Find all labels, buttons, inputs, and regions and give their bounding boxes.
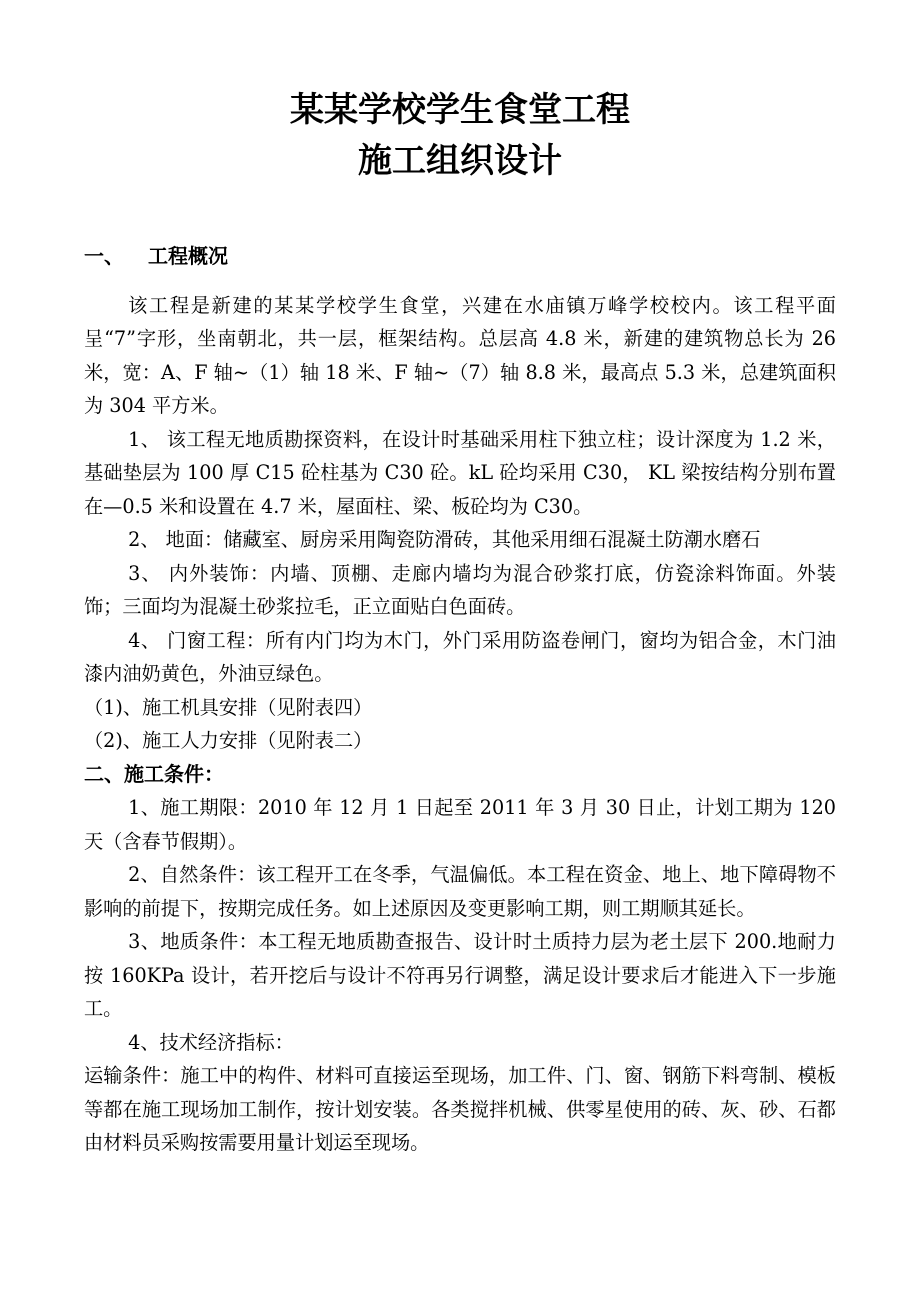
document-title-line1: 某某学校学生食堂工程 [290, 90, 630, 130]
section1-paragraph-foundation: 1、 该工程无地质勘探资料，在设计时基础采用柱下独立柱；设计深度为 1.2 米，基础垫层为 100 厚 C15 砼柱基为 C30 砼。kL 砼均采用 C30， KL 梁按结构分别布置在—0.5 米和设置在 4.7 米，屋面柱、梁、板砼均为 C30。 [84, 427, 836, 518]
section1-heading [84, 240, 836, 274]
section2-paragraph-schedule: 1、施工期限：2010 年 12 月 1 日起至 2011 年 3 月 30 日止，计划工期为 120 天（含春节假期）。 [84, 796, 836, 853]
section1-paragraph-doors-windows: 4、 门窗工程：所有内门均为木门，外门采用防盗卷闸门，窗均为铝合金，木门油漆内油奶黄色，外油豆绿色。 [84, 628, 836, 685]
section1-number: 一、 [84, 244, 124, 268]
section1-sub-item-labor: （2)、施工人力安排（见附表二） [84, 729, 373, 752]
section1-heading-text: 工程概况 [148, 244, 228, 268]
section1-paragraph-overview: 该工程是新建的某某学校学生食堂，兴建在水庙镇万峰学校校内。该工程平面呈“7”字形，坐南朝北，共一层，框架结构。总层高 4.8 米，新建的建筑物总长为 26 米，宽：A、F 轴~（1）轴 18 米、F 轴~（7）轴 8.8 米，最高点 5.3 米，总建筑面积为 304 平方米。 [84, 293, 836, 417]
document-title-line2: 施工组织设计 [358, 141, 562, 181]
section2-heading: 二、施工条件： [84, 761, 224, 786]
section1-paragraph-decoration: 3、 内外装饰：内墙、顶棚、走廊内墙均为混合砂浆打底，仿瓷涂料饰面。外装饰；三面均为混凝土砂浆拉毛，正立面贴白色面砖。 [84, 561, 836, 618]
section2-paragraph-natural: 2、自然条件：该工程开工在冬季，气温偏低。本工程在资金、地上、地下障碍物不影响的前提下，按期完成任务。如上述原因及变更影响工期，则工期顺其延长。 [84, 863, 836, 920]
document-body [84, 240, 836, 1160]
section1-paragraph-floor: 2、 地面：储藏室、厨房采用陶瓷防滑砖，其他采用细石混凝土防潮水磨石 [128, 528, 761, 551]
section2-paragraph-geology: 3、地质条件：本工程无地质勘查报告、设计时土质持力层为老土层下 200.地耐力按 160KPa 设计，若开挖后与设计不符再另行调整，满足设计要求后才能进入下一步施工。 [84, 930, 836, 1020]
section2-paragraph-indicators: 4、技术经济指标： [128, 1030, 294, 1054]
section2-paragraph-transport: 运输条件：施工中的构件、材料可直接运至现场，加工件、门、窗、钢筋下料弯制、模板等都在施工现场加工制作，按计划安装。各类搅拌机械、供零星使用的砖、灰、砂、石都由材料员采购按需要用量计划运至现场。 [84, 1064, 836, 1154]
section1-sub-item-machinery: （1)、施工机具安排（见附表四） [84, 695, 373, 719]
